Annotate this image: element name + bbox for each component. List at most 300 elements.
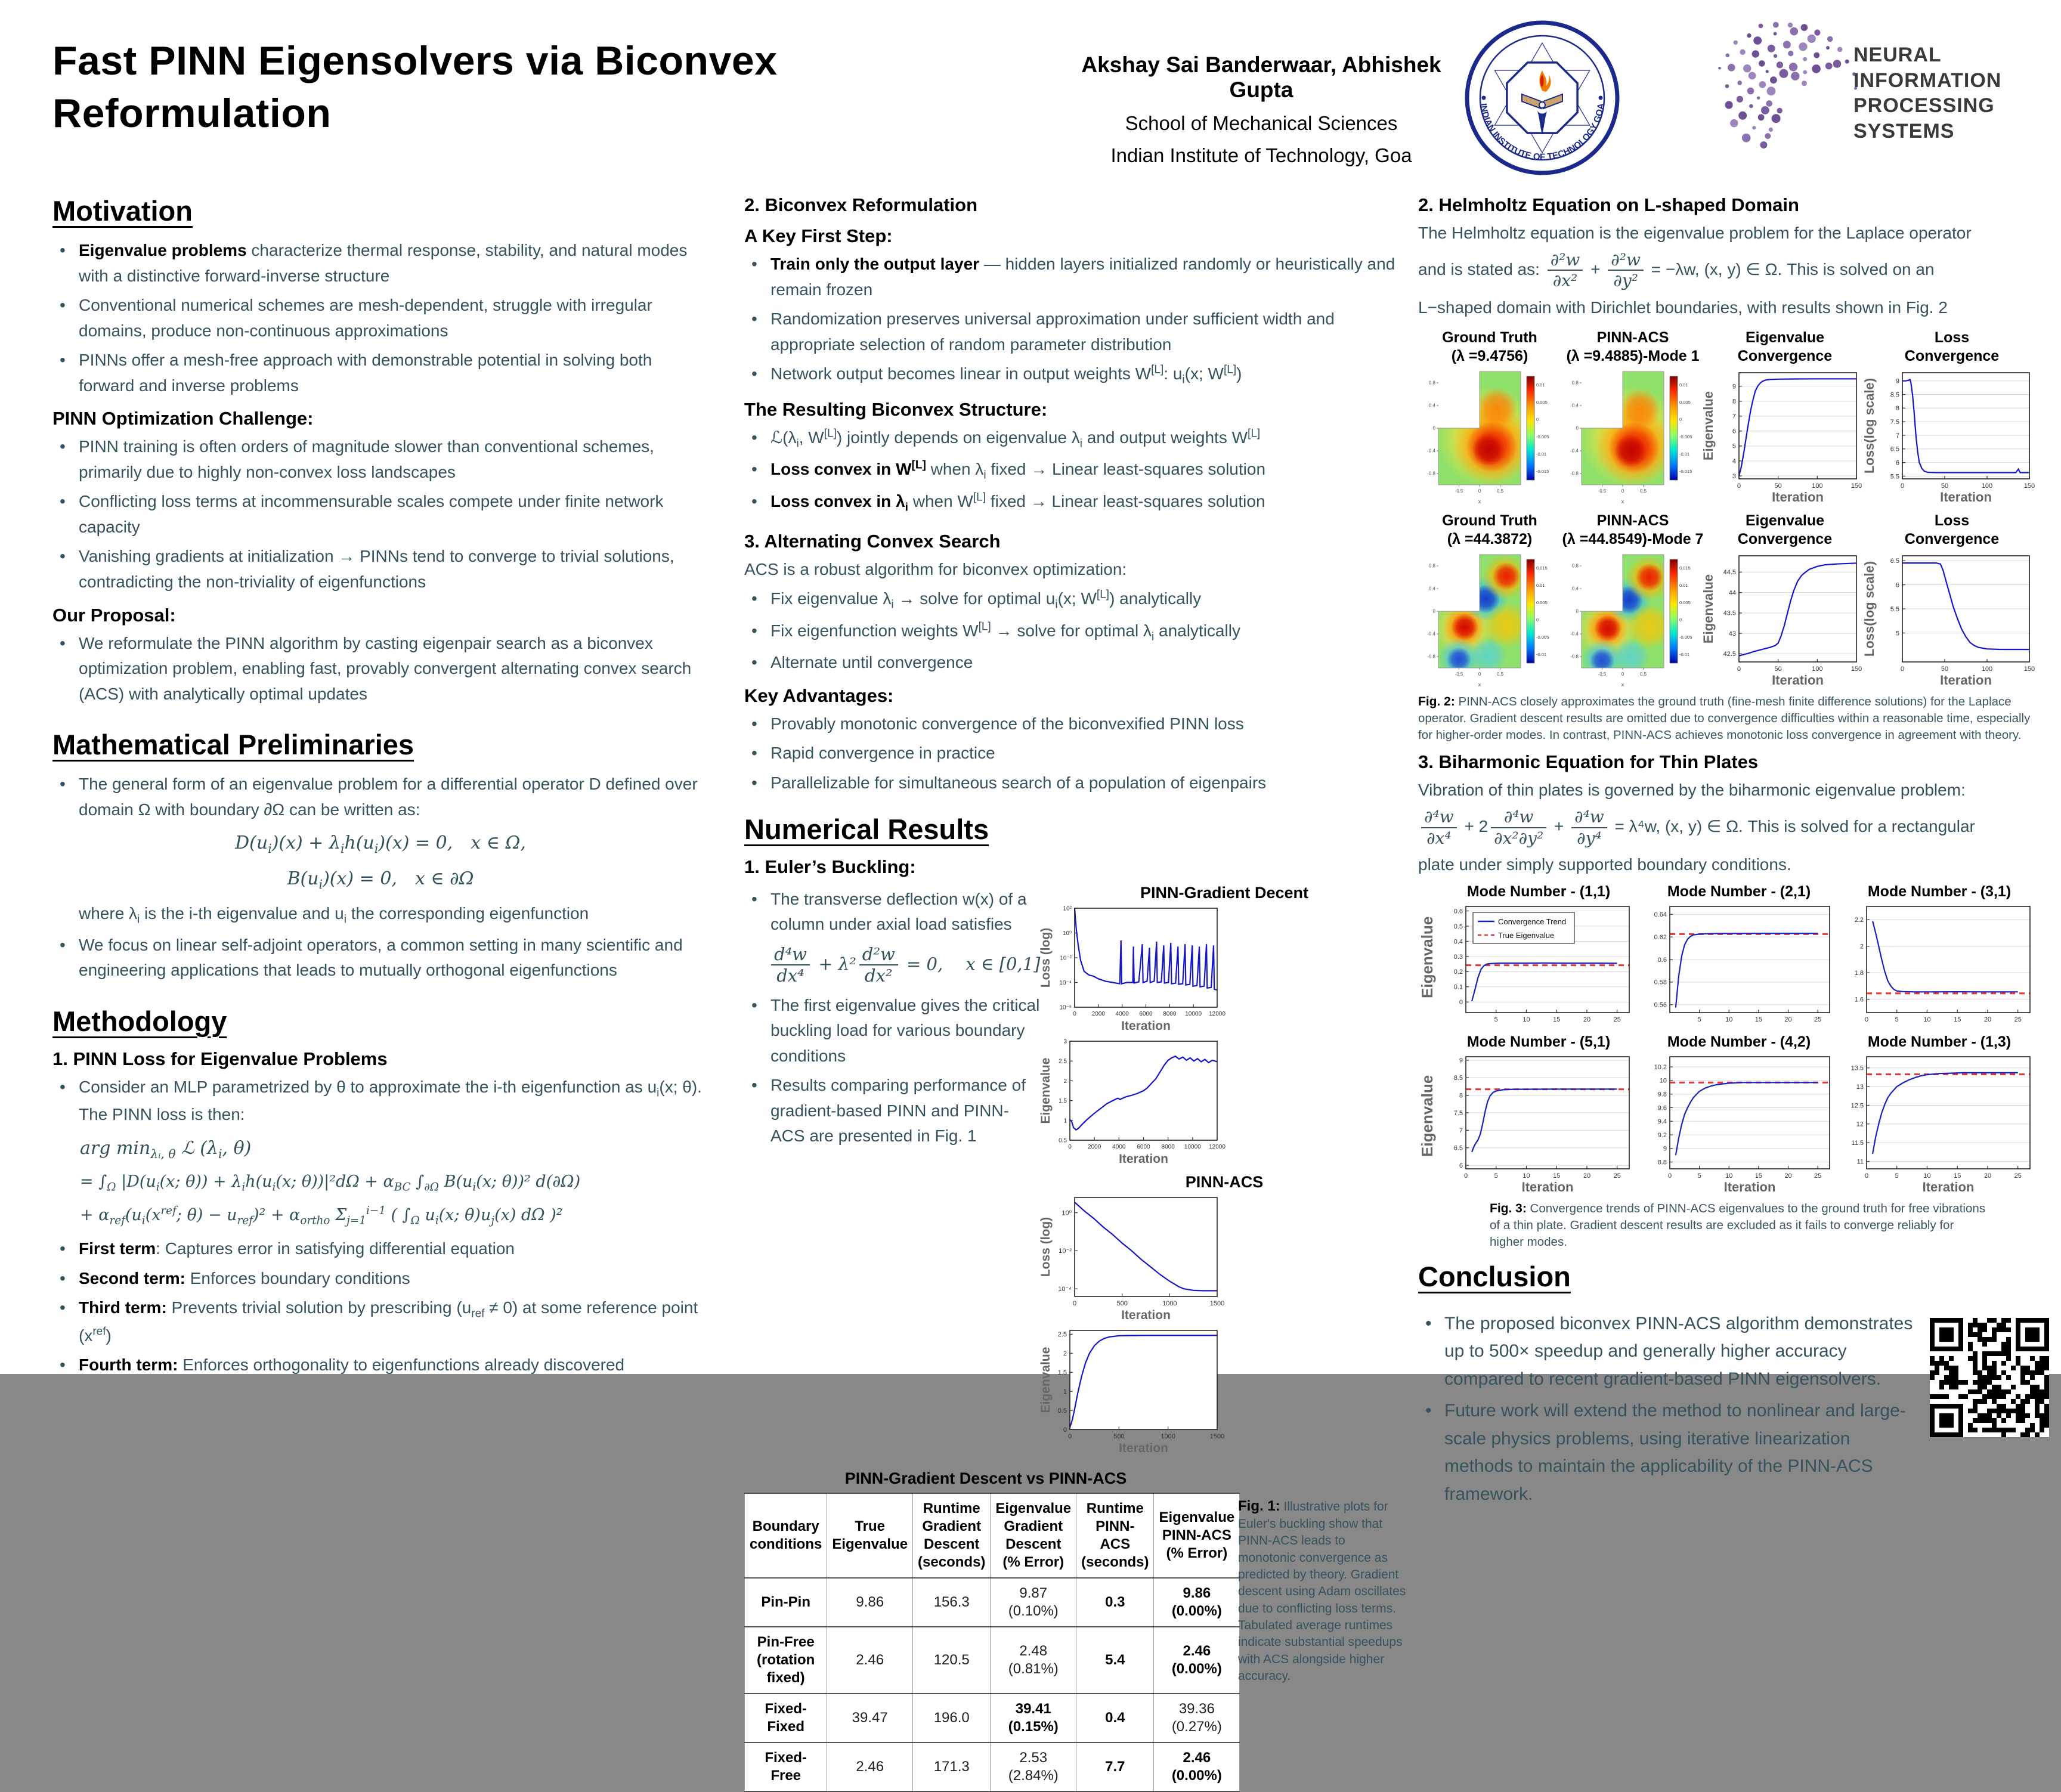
svg-text:100: 100 (1981, 482, 1993, 490)
list-item: • Alternate until convergence (744, 650, 1407, 676)
list-item: • Randomization preserves universal approximation under sufficient width and appropriate selection of random parameter distribution (744, 307, 1407, 357)
svg-text:-0.8: -0.8 (1570, 654, 1579, 660)
svg-text:15: 15 (1754, 1172, 1763, 1180)
svg-text:0.005: 0.005 (1536, 399, 1548, 405)
svg-text:0.6: 0.6 (1453, 908, 1463, 915)
results-table (744, 1493, 1240, 1792)
biharmonic-mode-3-1-chart (1839, 902, 2036, 1031)
svg-text:15: 15 (1754, 1016, 1763, 1024)
list-item: • We reformulate the PINN algorithm by casting eigenpair search as a biconvex optimization problem, enabling fast, provably convergent alternating convex search (ACS) with analytically optimal updates (52, 631, 708, 707)
biharmonic-mode-4-2-chart (1639, 1052, 1836, 1198)
svg-text:6.5: 6.5 (1453, 1144, 1463, 1152)
svg-text:0.3: 0.3 (1453, 953, 1463, 961)
svg-text:Iteration: Iteration (1521, 1180, 1574, 1195)
svg-text:10⁻²: 10⁻² (1060, 955, 1072, 962)
svg-text:5: 5 (1697, 1016, 1701, 1024)
svg-text:13: 13 (1856, 1084, 1864, 1091)
svg-text:13.5: 13.5 (1850, 1064, 1864, 1072)
svg-text:10⁰: 10⁰ (1062, 930, 1072, 937)
svg-text:20: 20 (1784, 1172, 1792, 1180)
key-first-step-heading: A Key First Step: (744, 225, 893, 246)
acs-eigenvalue-chart (1041, 1326, 1223, 1459)
svg-text:-0.8: -0.8 (1427, 654, 1435, 660)
list-item: • PINN training is often orders of magnitude slower than conventional schemes, primarily due to highly non-convex loss landscapes (52, 434, 708, 485)
svg-text:0: 0 (1073, 1010, 1076, 1017)
svg-text:0.005: 0.005 (1679, 599, 1691, 605)
svg-text:8.5: 8.5 (1890, 391, 1899, 399)
svg-text:0.8: 0.8 (1571, 563, 1579, 569)
svg-text:5: 5 (1494, 1016, 1498, 1024)
svg-text:9.2: 9.2 (1657, 1132, 1667, 1140)
gd-loss-chart (1039, 903, 1226, 1036)
svg-text:Iteration: Iteration (1119, 1441, 1168, 1455)
svg-text:0.4: 0.4 (1428, 403, 1435, 408)
svg-text:10.2: 10.2 (1654, 1064, 1667, 1072)
svg-text:1500: 1500 (1209, 1432, 1225, 1440)
fig2-panel-loss1: Loss Convergence 5.5 6 6.5 7 7.5 8 8.5 9 0 50 100 150 Loss(log scale) Iteration (1865, 329, 2038, 508)
list-item: • Second term: Enforces boundary conditions (52, 1266, 708, 1292)
svg-text:10: 10 (1923, 1172, 1931, 1180)
fig2-row1 (1418, 329, 2051, 508)
svg-text:0: 0 (1536, 617, 1539, 623)
loss-term-bullets (52, 1236, 708, 1378)
svg-text:2.2: 2.2 (1854, 917, 1864, 924)
svg-text:2000: 2000 (1091, 1010, 1105, 1017)
svg-text:3: 3 (1063, 1038, 1067, 1045)
svg-text:0.8: 0.8 (1428, 563, 1435, 569)
svg-text:-0.01: -0.01 (1679, 451, 1690, 457)
math-prelim-bullets2 (52, 933, 708, 983)
svg-text:0: 0 (1900, 665, 1905, 673)
svg-text:6000: 6000 (1137, 1143, 1150, 1150)
svg-text:Iteration: Iteration (1772, 489, 1824, 505)
list-item: • PINNs offer a mesh-free approach with demonstrable potential in solving both forward and inverse problems (52, 348, 708, 398)
svg-text:0: 0 (1068, 1143, 1072, 1150)
svg-text:Iteration: Iteration (1723, 1180, 1776, 1195)
author-names: Akshay Sai Banderwaar, Abhishek Gupta (1081, 52, 1441, 102)
biconvex-bullets (744, 252, 1407, 389)
list-item: • Vanishing gradients at initialization → PINNs tend to converge to trivial solutions, contradicting the non-triviality of eigenfunctions (52, 544, 708, 595)
svg-text:0.005: 0.005 (1679, 399, 1691, 405)
svg-text:0.01: 0.01 (1679, 382, 1688, 388)
svg-text:2.5: 2.5 (1057, 1330, 1067, 1338)
svg-text:Iteration: Iteration (1121, 1308, 1171, 1322)
svg-text:15: 15 (1954, 1016, 1961, 1024)
affiliation-institute: Indian Institute of Technology, Goa (1110, 144, 1412, 166)
svg-text:0.4: 0.4 (1571, 403, 1579, 408)
svg-text:x: x (1621, 681, 1624, 688)
svg-text:1.5: 1.5 (1057, 1369, 1067, 1376)
list-item: • Parallelizable for simultaneous search of a population of eigenpairs (744, 770, 1407, 796)
svg-text:10²: 10² (1063, 905, 1072, 912)
svg-text:0.5: 0.5 (1639, 671, 1647, 677)
svg-text:-0.01: -0.01 (1536, 451, 1547, 457)
svg-text:10: 10 (1923, 1016, 1931, 1024)
list-item: • The proposed biconvex PINN-ACS algorithm demonstrates up to 500× speedup and generally higher accuracy compared to recent gradient-based PINN eigensolvers. (1418, 1310, 1918, 1394)
helm-mode7-ground-truth-heatmap (1418, 551, 1558, 691)
biharmonic-mode-1-1-chart (1438, 902, 1635, 1031)
svg-text:6: 6 (1895, 581, 1899, 589)
svg-text:20: 20 (1784, 1016, 1792, 1024)
svg-text:4000: 4000 (1115, 1010, 1129, 1017)
svg-text:0.1: 0.1 (1453, 983, 1463, 991)
svg-text:Eigenvalue: Eigenvalue (1039, 1347, 1053, 1413)
svg-text:0.4: 0.4 (1428, 586, 1435, 592)
svg-text:4000: 4000 (1112, 1143, 1126, 1150)
svg-text:7: 7 (1459, 1127, 1463, 1135)
svg-text:8000: 8000 (1163, 1010, 1177, 1017)
svg-text:0: 0 (1679, 416, 1682, 422)
list-item: • Conventional numerical schemes are mesh-dependent, struggle with irregular domains, produce non-continuous approximations (52, 293, 708, 343)
table-row: Pin-Pin 9.86 156.3 9.87 (0.10%) 0.3 9.86 (0.00%) (745, 1578, 1240, 1627)
math-preliminaries-heading: Mathematical Preliminaries (52, 729, 414, 761)
svg-text:-0.005: -0.005 (1679, 634, 1692, 640)
svg-text:0.5: 0.5 (1453, 923, 1463, 931)
fig3-row1 (1418, 883, 2051, 1031)
svg-text:9.4: 9.4 (1657, 1118, 1667, 1126)
svg-text:0: 0 (1072, 1299, 1077, 1307)
svg-text:6: 6 (1732, 428, 1736, 435)
svg-text:-0.4: -0.4 (1570, 448, 1579, 454)
svg-text:1.5: 1.5 (1059, 1097, 1067, 1104)
svg-text:0: 0 (1900, 482, 1905, 490)
gd-eigenvalue-chart (1039, 1036, 1226, 1169)
helm-mode1-pinn-acs-heatmap (1561, 368, 1701, 508)
svg-text:0.4: 0.4 (1571, 586, 1579, 592)
svg-text:5.5: 5.5 (1890, 605, 1899, 613)
table-row: Pin-Free (rotation fixed) 2.46 120.5 2.48 (0.81%) 5.4 2.46 (0.00%) (745, 1627, 1240, 1694)
methodology-heading: Methodology (52, 1005, 227, 1037)
svg-text:0.015: 0.015 (1679, 565, 1691, 571)
svg-text:15: 15 (1954, 1172, 1961, 1180)
list-item: • First term: Captures error in satisfying differential equation (52, 1236, 708, 1262)
svg-text:x: x (1478, 498, 1481, 505)
svg-text:10: 10 (1522, 1016, 1530, 1024)
svg-text:-0.005: -0.005 (1536, 634, 1549, 640)
svg-text:10⁻²: 10⁻² (1059, 1247, 1072, 1255)
svg-text:10: 10 (1522, 1172, 1530, 1180)
svg-text:2: 2 (1859, 943, 1864, 951)
svg-text:0: 0 (1478, 488, 1481, 494)
table-row: Fixed-Free 2.46 171.3 2.53 (2.84%) 7.7 2.46 (0.00%) (745, 1743, 1240, 1791)
svg-text:5.5: 5.5 (1890, 473, 1899, 481)
svg-text:150: 150 (2023, 482, 2035, 490)
svg-text:0: 0 (1864, 1172, 1869, 1180)
iit-goa-logo (1462, 18, 1622, 178)
boundary-condition-equation: $B(u_i)(x) = 0$, x ∈ ∂Ω (287, 868, 474, 892)
biharmonic-mode-5-1-chart (1438, 1052, 1635, 1198)
svg-text:-0.4: -0.4 (1427, 631, 1435, 637)
svg-text:8: 8 (1459, 1092, 1463, 1100)
helm-mode1-eigenvalue-chart (1701, 368, 1862, 508)
svg-text:1.6: 1.6 (1854, 996, 1864, 1004)
svg-text:1.8: 1.8 (1854, 970, 1864, 977)
svg-text:12: 12 (1856, 1121, 1864, 1128)
structure-bullets (744, 425, 1407, 517)
svg-text:Loss(log scale): Loss(log scale) (1862, 561, 1877, 657)
svg-text:0.8: 0.8 (1571, 380, 1579, 386)
svg-text:Convergence Trend: Convergence Trend (1498, 917, 1567, 927)
svg-text:15: 15 (1553, 1016, 1561, 1024)
svg-text:5: 5 (1494, 1172, 1498, 1180)
svg-text:43.5: 43.5 (1723, 609, 1736, 617)
svg-text:9: 9 (1663, 1145, 1667, 1153)
key-advantages-heading: Key Advantages: (744, 685, 894, 706)
svg-text:5: 5 (1895, 630, 1899, 637)
fig3-panel-11: Mode Number - (1,1) 0 0.1 0.2 0.3 0.4 0.5 0.6 5 10 15 20 25 Convergence Trend True Eigenvalue (1438, 883, 1639, 1031)
svg-text:11: 11 (1856, 1158, 1864, 1166)
svg-text:25: 25 (1814, 1016, 1822, 1024)
euler-results-row (744, 883, 1407, 1459)
svg-text:3: 3 (1732, 472, 1736, 480)
svg-text:150: 150 (1850, 665, 1862, 673)
svg-text:50: 50 (1774, 665, 1782, 673)
neurips-swirl-icon (1716, 18, 1853, 168)
svg-text:500: 500 (1116, 1299, 1128, 1307)
fig3-panel-13: Mode Number - (1,3) 11 11.5 12 12.5 13 13.5 0 5 10 15 20 25 Iteration (1839, 1033, 2040, 1198)
fig2-row2 (1418, 512, 2051, 691)
svg-text:-0.015: -0.015 (1679, 468, 1692, 474)
list-item: • Loss convex in W[L] when $\lambda_i$ fixed → Linear least-squares solution (744, 457, 1407, 485)
svg-text:True Eigenvalue: True Eigenvalue (1498, 931, 1555, 940)
svg-text:0: 0 (1463, 1172, 1468, 1180)
svg-text:Iteration: Iteration (1922, 1180, 1975, 1195)
svg-text:10⁻⁴: 10⁻⁴ (1058, 1285, 1072, 1293)
eigenvalue-problem-equation: $D(u_i)(x) + \lambda_ih(u_i)(x) = 0$, x ∈ Ω, (235, 832, 526, 856)
svg-text:0.5: 0.5 (1059, 1137, 1067, 1144)
svg-text:0.56: 0.56 (1654, 1001, 1667, 1009)
svg-text:-0.5: -0.5 (1455, 488, 1463, 494)
svg-text:0.01: 0.01 (1679, 582, 1688, 588)
svg-text:1000: 1000 (1161, 1432, 1175, 1440)
svg-text:Iteration: Iteration (1772, 672, 1824, 688)
acs-bullets (744, 586, 1407, 676)
svg-text:7.5: 7.5 (1890, 418, 1899, 426)
svg-text:6.5: 6.5 (1890, 445, 1899, 453)
svg-text:INDIAN INSTITUTE OF TECHNOLOGY: INDIAN INSTITUTE OF TECHNOLOGY GOA (1478, 102, 1607, 163)
biharmonic-mode-2-1-chart (1639, 902, 1836, 1031)
list-item: • We focus on linear self-adjoint operators, a common setting in many scientific and engineering applications that leads to mutually orthogonal eigenfunctions (52, 933, 708, 983)
svg-text:2: 2 (1063, 1350, 1067, 1357)
svg-text:10⁰: 10⁰ (1062, 1209, 1072, 1217)
svg-text:0.005: 0.005 (1536, 599, 1548, 605)
affiliation-school: School of Mechanical Sciences (1125, 112, 1398, 134)
motivation-heading: Motivation (52, 195, 193, 227)
svg-text:-0.005: -0.005 (1536, 434, 1549, 440)
svg-text:10000: 10000 (1184, 1143, 1201, 1150)
fig2-panel-gt7: Ground Truth (λ =44.3872) -0.8 -0.4 0 0.4 0.8 -0.5 0 0.5 x 0.015 0.01 0.005 0 -0.005 -0.01 (1418, 512, 1561, 691)
list-item: • Fix eigenvalue $\lambda_i$ → solve for optimal $u_i(x$; W[L]) analytically (744, 586, 1407, 614)
svg-text:0.4: 0.4 (1453, 938, 1463, 946)
column-middle (744, 194, 1407, 1792)
svg-text:0.5: 0.5 (1496, 671, 1504, 677)
helm-mode7-pinn-acs-heatmap (1561, 551, 1701, 691)
svg-text:-0.4: -0.4 (1570, 631, 1579, 637)
svg-text:15: 15 (1553, 1172, 1561, 1180)
svg-text:20: 20 (1583, 1172, 1591, 1180)
acs-pair-title: PINN-ACS (1185, 1172, 1264, 1191)
svg-text:-0.005: -0.005 (1679, 434, 1692, 440)
svg-text:0: 0 (1737, 482, 1741, 490)
svg-text:10⁻⁶: 10⁻⁶ (1059, 1004, 1072, 1011)
list-item: • Third term: Prevents trivial solution by prescribing $(u_{ref} \ne 0)$ at some reference point $(x^{ref})$ (52, 1295, 708, 1348)
neurips-logo-text: NEURAL INFORMATION PROCESSING SYSTEMS (1853, 44, 2002, 143)
svg-text:0.8: 0.8 (1428, 380, 1435, 386)
fig2-caption: Fig. 2: PINN-ACS closely approximates the ground truth (fine-mesh finite difference solutions) for the Laplace operator. Gradient descent results are omitted due to convergence difficulties within a reasonable time, especially for higher-order modes. In contrast, PINN-ACS achieves monotonic loss convergence in agreement with theory. (1418, 694, 2031, 742)
svg-text:25: 25 (1613, 1172, 1621, 1180)
gd-pair-title: PINN-Gradient Decent (1140, 883, 1309, 902)
fig2-panel-acs1: PINN-ACS (λ =9.4885)-Mode 1 -0.8 -0.4 0 0.4 0.8 -0.5 0 0.5 x 0.01 0.005 0 -0.005 -0.01 -0.015 (1561, 329, 1704, 508)
list-item: • $ℒ(\lambda_i$, W[L]) jointly depends on eigenvalue $\lambda_i$ and output weights W[L] (744, 425, 1407, 453)
biconvex-structure-heading: The Resulting Biconvex Structure: (744, 398, 1048, 420)
fig3-panel-42: Mode Number - (4,2) 8.8 9 9.2 9.4 9.6 9.8 10 10.2 0 5 10 15 20 25 Iteration (1639, 1033, 1839, 1198)
svg-text:0.01: 0.01 (1536, 382, 1545, 388)
svg-text:Iteration: Iteration (1121, 1019, 1171, 1033)
svg-text:0.5: 0.5 (1639, 488, 1647, 494)
proposal-bullets (52, 631, 708, 707)
svg-text:0: 0 (1864, 1016, 1869, 1024)
svg-text:12.5: 12.5 (1850, 1102, 1864, 1110)
svg-text:20: 20 (1983, 1016, 1992, 1024)
svg-text:100: 100 (1812, 482, 1823, 490)
svg-text:6000: 6000 (1139, 1010, 1153, 1017)
svg-text:1000: 1000 (1162, 1299, 1177, 1307)
proposal-heading: Our Proposal: (52, 604, 176, 626)
helmholtz-text1: The Helmholtz equation is the eigenvalue problem for the Laplace operator (1418, 224, 1972, 242)
svg-text:9: 9 (1459, 1057, 1463, 1064)
svg-text:150: 150 (2023, 665, 2035, 673)
svg-text:50: 50 (1774, 482, 1782, 490)
svg-text:7.5: 7.5 (1453, 1109, 1463, 1117)
svg-text:Eigenvalue: Eigenvalue (1701, 574, 1716, 643)
svg-text:100: 100 (1812, 665, 1823, 673)
svg-text:0: 0 (1063, 1426, 1067, 1434)
svg-text:50: 50 (1941, 665, 1949, 673)
biharmonic-text2: plate under simply supported boundary conditions. (1418, 855, 1791, 874)
svg-text:6.5: 6.5 (1890, 557, 1899, 565)
acs-loss-chart (1041, 1193, 1223, 1326)
svg-text:0: 0 (1667, 1172, 1672, 1180)
svg-text:0.62: 0.62 (1654, 934, 1667, 942)
svg-text:0: 0 (1067, 1432, 1072, 1440)
pinn-loss-equation-2: + $\alpha_{ref}(u_i(x^{ref}$; $\theta) - u_{ref})^2 + \alpha_{ortho}$ $\Sigma_{j=1}^{i-1}$ ( $\int_\Omega$ $u_i(x$; $\theta)u_j(x)$ dΩ )² (80, 1205, 563, 1227)
list-item: • Eigenvalue problems characterize thermal response, stability, and natural modes with a distinctive forward-inverse structure (52, 238, 708, 289)
fig3-panel-31: Mode Number - (3,1) 1.6 1.8 2 2.2 0 5 10 15 20 25 (1839, 883, 2040, 1031)
svg-text:20: 20 (1583, 1016, 1591, 1024)
svg-text:0: 0 (1679, 617, 1682, 623)
svg-text:7: 7 (1732, 413, 1736, 420)
fig2-panel-gt1: Ground Truth (λ =9.4756) -0.8 -0.4 0 0.4 0.8 -0.5 0 0.5 x 0.01 0.005 0 -0.005 -0.01 -0.015 (1418, 329, 1561, 508)
table-title: PINN-Gradient Descent vs PINN-ACS (844, 1469, 1127, 1487)
helm-mode1-loss-chart (1862, 368, 2035, 508)
svg-text:9: 9 (1732, 383, 1736, 391)
svg-text:0: 0 (1432, 608, 1435, 614)
svg-text:-0.5: -0.5 (1598, 671, 1607, 677)
svg-text:0: 0 (1621, 671, 1624, 677)
svg-text:Iteration: Iteration (1119, 1152, 1168, 1166)
svg-text:5: 5 (1697, 1172, 1701, 1180)
svg-text:-0.8: -0.8 (1427, 471, 1435, 476)
where-line: where $\lambda_i$ is the i-th eigenvalue and $u_i$ the corresponding eigenfunction (79, 903, 589, 926)
list-item: • Results comparing performance of gradient-based PINN and PINN-ACS are presented in Fig. 1 (744, 1073, 1041, 1149)
svg-text:Iteration: Iteration (1940, 672, 1992, 688)
svg-text:Eigenvalue: Eigenvalue (1701, 391, 1716, 460)
svg-text:150: 150 (1850, 482, 1862, 490)
svg-text:0.64: 0.64 (1654, 911, 1667, 919)
svg-text:9.6: 9.6 (1657, 1104, 1667, 1112)
svg-text:0.6: 0.6 (1657, 956, 1667, 964)
svg-text:-0.8: -0.8 (1570, 471, 1579, 476)
euler-buckling-heading: 1. Euler’s Buckling: (744, 856, 916, 877)
poster-title: Fast PINN Eigensolvers via Biconvex Reformulation (52, 38, 778, 137)
pinn-loss-equation: = $\int_\Omega$ $|D(u_i(x$; $\theta)) + \lambda_ih(u_i(x$; $\theta))|^2d\Omega + \alpha_{BC}$ $\int_{\partial\Omega}$ $B(u_i(x$; θ))² d(∂Ω) (80, 1172, 581, 1194)
svg-text:10: 10 (1725, 1016, 1733, 1024)
list-item: • Network output becomes linear in output weights W[L]: $u_i(x$; W[L]) (744, 361, 1407, 389)
fig2-panel-loss7: Loss Convergence 5 5.5 6 6.5 0 50 100 150 Loss(log scale) Iteration (1865, 512, 2038, 691)
svg-text:0: 0 (1576, 425, 1579, 431)
svg-text:-0.5: -0.5 (1598, 488, 1607, 494)
table-column (744, 1463, 1235, 1792)
biharmonic-mode-1-3-chart (1839, 1052, 2036, 1198)
euler-charts-column (1041, 883, 1407, 1459)
list-item: • The first eigenvalue gives the critical buckling load for various boundary conditions (744, 993, 1041, 1069)
euler-bullets (744, 887, 1041, 937)
svg-text:0.2: 0.2 (1453, 968, 1463, 976)
svg-text:10: 10 (1725, 1172, 1733, 1180)
svg-text:0: 0 (1478, 671, 1481, 677)
svg-text:25: 25 (1613, 1016, 1621, 1024)
svg-text:12000: 12000 (1209, 1143, 1226, 1150)
acs-heading: 3. Alternating Convex Search (744, 531, 1001, 552)
svg-text:-0.015: -0.015 (1536, 468, 1549, 474)
fig3-panel-51: Mode Number - (5,1) 6 6.5 7 7.5 8 8.5 9 0 5 10 15 20 25 Iteration (1438, 1033, 1639, 1198)
table-row: Fixed- Fixed 39.47 196.0 39.41 (0.15%) 0.4 39.36 (0.27%) (745, 1694, 1240, 1743)
svg-text:7: 7 (1895, 432, 1899, 440)
biconvex-heading: 2. Biconvex Reformulation (744, 194, 978, 215)
author-block (1067, 52, 1455, 167)
svg-text:8000: 8000 (1161, 1143, 1175, 1150)
fig2-panel-acs7: PINN-ACS (λ =44.8549)-Mode 7 -0.8 -0.4 0 0.4 0.8 -0.5 0 0.5 x 0.015 0.01 0.005 0 -0.005 -0.01 (1561, 512, 1704, 691)
helmholtz-text2: and is stated as: $\frac{\text{∂²w}}{\text{∂x²}}$ + $\frac{\text{∂²w}}{\text{∂y²}}$ = −λw, (x, y) ∈ Ω. This is solved on an (1418, 250, 1935, 291)
biharmonic-equation: $\frac{\text{∂⁴w}}{\text{∂x⁴}}$ + 2 $\frac{\text{∂⁴w}}{\text{∂x²∂y²}}$ + $\frac{\text{∂⁴w}}{\text{∂y⁴}}$ = λ⁴w, (x, y) ∈ Ω. This is solved for a rectangular (1418, 807, 2051, 847)
pinn-challenge-heading: PINN Optimization Challenge: (52, 408, 314, 429)
fig1-caption: Fig. 1: Illustrative plots for Euler's buckling show that PINN-ACS leads to monotonic convergence as predicted by theory. Gradient descent using Adam oscillates due to conflicting loss terms. Tabulated average runtimes indicate substantial speedups with ACS alongside higher accuracy. (1238, 1497, 1406, 1683)
svg-text:-0.01: -0.01 (1536, 651, 1547, 657)
helmholtz-text3: L−shaped domain with Dirichlet boundaries, with results shown in Fig. 2 (1418, 298, 1948, 317)
list-item: • Consider an MLP parametrized by θ to approximate the i-th eigenfunction as $u_i(x$; θ). The PINN loss is then: (52, 1075, 708, 1128)
conclusion-bullets (1418, 1306, 1918, 1513)
svg-text:6: 6 (1459, 1162, 1463, 1170)
svg-text:25: 25 (1814, 1172, 1822, 1180)
svg-text:12000: 12000 (1209, 1010, 1226, 1017)
svg-text:5: 5 (1732, 442, 1736, 450)
list-item: • Fix eigenfunction weights W[L] → solve for optimal $\lambda_i$ analytically (744, 618, 1407, 646)
svg-text:9.8: 9.8 (1657, 1091, 1667, 1098)
svg-text:2.5: 2.5 (1059, 1058, 1067, 1065)
svg-text:-0.01: -0.01 (1679, 651, 1690, 657)
fig3-panel-21: Mode Number - (2,1) 0.56 0.58 0.6 0.62 0.64 5 10 15 20 25 (1639, 883, 1839, 1031)
argmin-equation: arg $\min_{\lambda ᵢ, \theta}$ ℒ ($\lambda_i$, θ) (80, 1137, 252, 1161)
svg-text:x: x (1478, 681, 1481, 688)
motivation-bullets (52, 238, 708, 398)
svg-text:8: 8 (1732, 398, 1736, 406)
helm-mode7-loss-chart (1862, 551, 2035, 691)
svg-text:Loss(log scale): Loss(log scale) (1862, 377, 1877, 473)
table-row-block (744, 1463, 1407, 1792)
svg-text:Iteration: Iteration (1940, 489, 1992, 505)
svg-text:20: 20 (1983, 1172, 1992, 1180)
list-item: • Rapid convergence in practice (744, 741, 1407, 766)
